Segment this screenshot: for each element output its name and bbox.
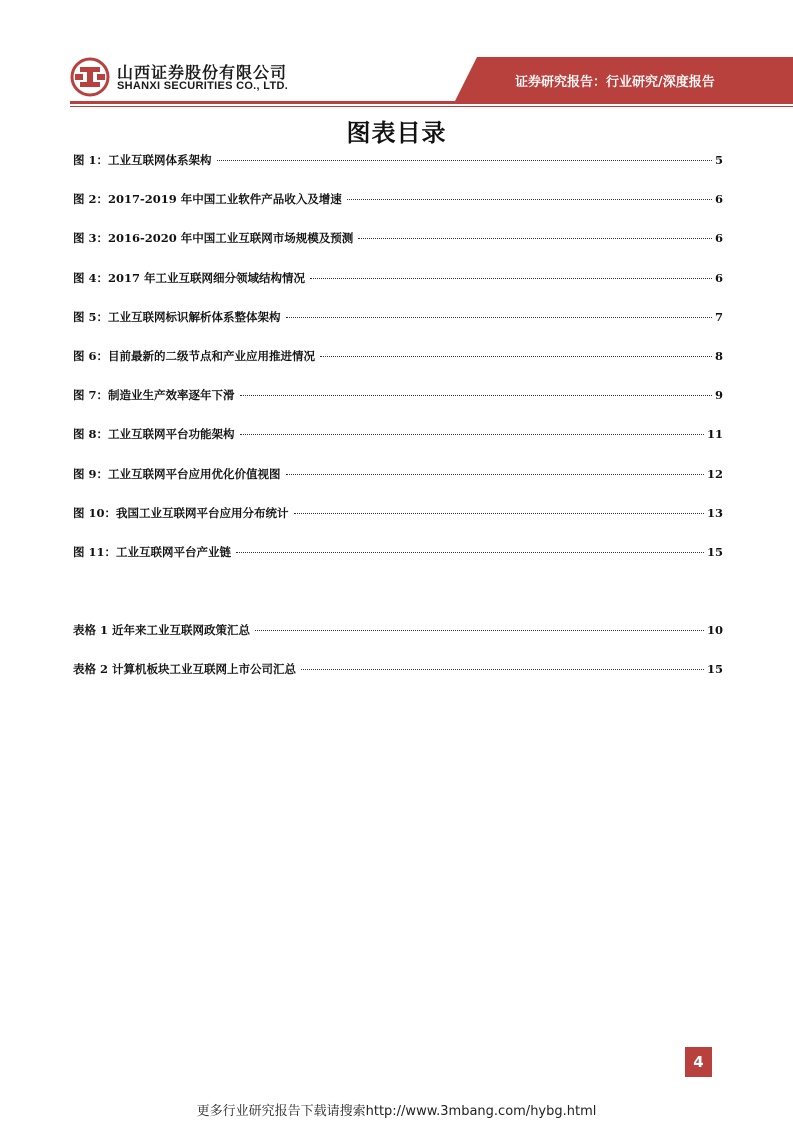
dot-leader [294, 513, 704, 514]
toc-page: 15 [706, 662, 723, 677]
dot-leader [286, 474, 704, 475]
toc-page: 12 [706, 466, 723, 481]
dot-leader [347, 199, 712, 200]
toc-label: 表格 2 计算机板块工业互联网上市公司汇总 [73, 662, 297, 677]
toc-label: 图 4：2017 年工业互联网细分领域结构情况 [73, 270, 306, 285]
toc-page: 6 [714, 231, 723, 246]
dot-leader [240, 434, 704, 435]
toc-entry[interactable] [73, 661, 723, 700]
company-name-cn: 山西证券股份有限公司 [117, 63, 288, 82]
dot-leader [301, 669, 704, 670]
toc-page: 9 [714, 388, 723, 403]
page-header [0, 0, 793, 106]
toc-page: 5 [714, 153, 723, 167]
toc-page: 6 [714, 192, 723, 207]
toc-label: 表格 1 近年来工业互联网政策汇总 [73, 623, 251, 637]
toc-entry[interactable] [73, 466, 723, 505]
table-list [73, 622, 723, 700]
dot-leader [310, 278, 712, 279]
dot-leader [217, 160, 712, 161]
company-name-en: SHANXI SECURITIES CO., LTD. [117, 80, 289, 92]
toc-page: 10 [706, 623, 723, 637]
dot-leader [236, 552, 704, 553]
header-rule [70, 101, 793, 104]
page-title: 图表目录 [346, 119, 447, 147]
toc-label: 图 11：工业互联网平台产业链 [73, 544, 232, 559]
toc-label: 图 1：工业互联网体系架构 [73, 153, 212, 167]
figure-list [73, 152, 723, 583]
toc-page: 7 [714, 309, 723, 324]
company-logo-icon [70, 57, 110, 97]
dot-leader [240, 395, 712, 396]
dot-leader [358, 238, 712, 239]
toc-label: 图 7：制造业生产效率逐年下滑 [73, 388, 235, 403]
toc-entry[interactable] [73, 505, 723, 544]
toc-entry[interactable] [73, 152, 723, 191]
toc-label: 图 5：工业互联网标识解析体系整体架构 [73, 309, 281, 324]
toc-label: 图 8：工业互联网平台功能架构 [73, 427, 235, 442]
footer-download-note: 更多行业研究报告下载请搜索http://www.3mbang.com/hybg.html [196, 1104, 597, 1119]
toc-page: 6 [714, 270, 723, 285]
toc-entry[interactable] [73, 348, 723, 387]
toc-page: 15 [706, 544, 723, 559]
page-number: 4 [685, 1047, 712, 1077]
toc-label: 图 6：目前最新的二级节点和产业应用推进情况 [73, 348, 316, 363]
toc-entry[interactable] [73, 544, 723, 583]
toc-entry[interactable] [73, 622, 723, 661]
report-type-text: 证券研究报告：行业研究/深度报告 [515, 75, 715, 90]
toc-label: 图 9：工业互联网平台应用优化价值视图 [73, 466, 281, 481]
toc-label: 图 3：2016-2020 年中国工业互联网市场规模及预测 [73, 231, 354, 246]
toc-page: 11 [706, 427, 723, 442]
toc-entry[interactable] [73, 191, 723, 230]
toc-page: 13 [706, 505, 723, 520]
toc-entry[interactable] [73, 270, 723, 309]
toc-entry[interactable] [73, 426, 723, 465]
dot-leader [320, 356, 712, 357]
toc-label: 图 2：2017-2019 年中国工业软件产品收入及增速 [73, 192, 342, 207]
toc-label: 图 10：我国工业互联网平台应用分布统计 [73, 505, 289, 520]
toc-entry[interactable] [73, 309, 723, 348]
dot-leader [286, 317, 712, 318]
toc-page: 8 [714, 348, 723, 363]
toc-entry[interactable] [73, 230, 723, 269]
header-rule-thin [70, 106, 793, 107]
dot-leader [255, 630, 704, 631]
toc-entry[interactable] [73, 387, 723, 426]
